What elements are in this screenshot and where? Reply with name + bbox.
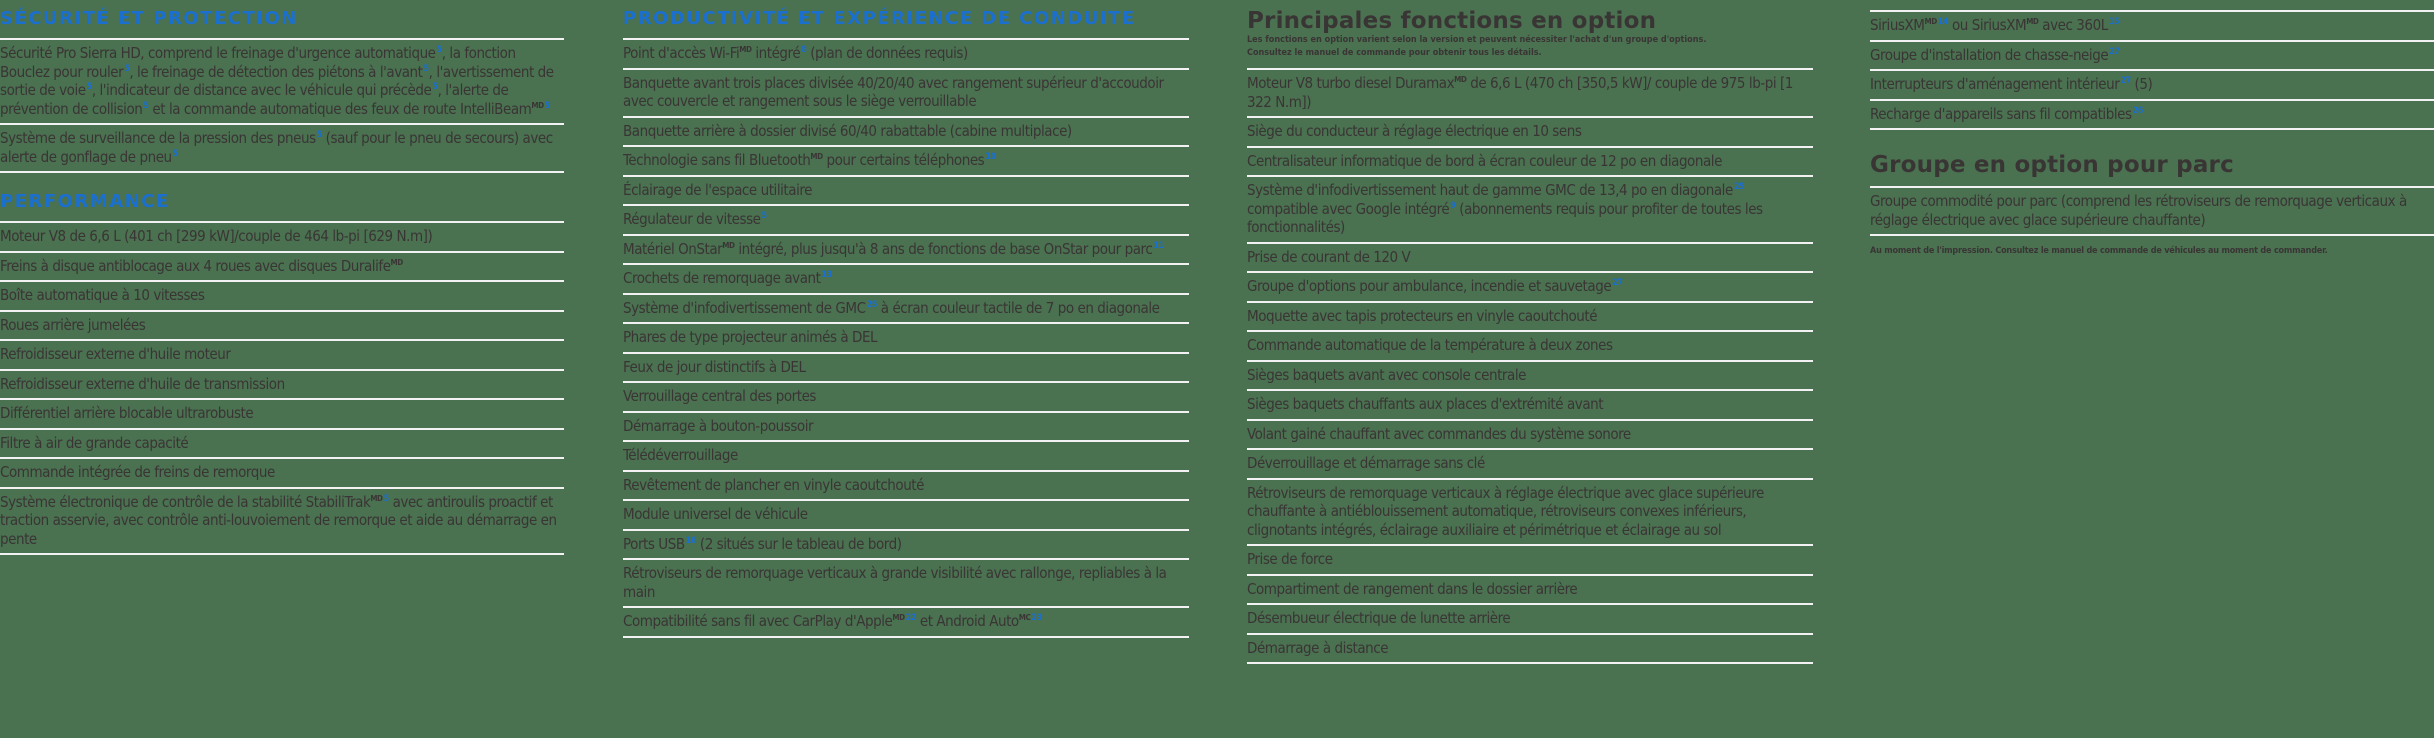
feature-text: Banquette avant trois places divisée 40/20/40 avec rangement supérieur d'accoudoir avec couvercle et rangement sous le siège verrouillable (623, 73, 1164, 110)
feature-item (1247, 546, 1813, 576)
feature-item (1247, 148, 1813, 178)
feature-item (623, 472, 1189, 502)
footnote-ref: 9 (1450, 200, 1456, 211)
feature-text: Roues arrière jumelées (0, 315, 146, 334)
feature-text: Verrouillage central des portes (623, 387, 817, 405)
feature-item (0, 312, 564, 342)
feature-text: Sièges baquets avant avec console centrale (1247, 365, 1526, 384)
footnote-ref: 27 (2109, 46, 2120, 57)
feature-text: Groupe d'options pour ambulance, incendie et sauvetage (1247, 277, 1612, 295)
feature-text: ou SiriusXM (1948, 16, 2027, 34)
footnote-ref: 10 (985, 152, 996, 162)
feature-item (1247, 450, 1813, 480)
feature-item (623, 560, 1189, 608)
feature-item (1870, 101, 2434, 131)
section-title-productivity: PRODUCTIVITÉ ET EXPÉRIENCE DE CONDUITE (623, 0, 1189, 40)
feature-text: et Android Auto (916, 612, 1019, 630)
feature-list (1870, 188, 2434, 236)
feature-item (1247, 244, 1813, 274)
feature-text: (plan de données requis) (806, 44, 968, 62)
footnote-ref: 25 (1733, 182, 1745, 192)
feature-text: compatible avec Google intégré (1247, 199, 1450, 218)
feature-text: Démarrage à bouton-poussoir (623, 416, 814, 435)
options-subtitle (1247, 34, 1813, 70)
feature-item (1247, 391, 1813, 421)
feature-text: avec antiroulis proactif et traction asservie, avec contrôle anti-louvoiement de remorque et aide au démarrage en pente (0, 492, 557, 548)
footnote-ref: 5 (86, 82, 92, 92)
feature-item (623, 501, 1189, 531)
feature-text: , la fonction Bouclez pour rouler (0, 44, 516, 81)
feature-text: intégré (751, 44, 801, 62)
feature-text: SiriusXM (1870, 16, 1925, 34)
feature-text: Prise de force (1247, 550, 1333, 568)
section-title-safety: SÉCURITÉ ET PROTECTION (0, 0, 564, 40)
feature-item (0, 40, 564, 125)
feature-text: Phares de type projecteur animés à DEL (623, 328, 878, 346)
feature-text: Commande automatique de la température à deux zones (1247, 336, 1613, 354)
trademark-mark: MC (1018, 613, 1031, 622)
footnote: Au moment de l'impression. Consultez le manuel de commande de véhicules au moment de commander. (1870, 246, 2328, 256)
column-options (1247, 0, 1813, 664)
feature-text: (5) (2130, 75, 2153, 93)
feature-item (623, 413, 1189, 443)
feature-text: Refroidisseur externe d'huile moteur (0, 345, 231, 363)
feature-list (1870, 12, 2434, 130)
feature-text: et la commande automatique des feux de route IntelliBeam (148, 99, 532, 118)
feature-text: Ports USB (623, 534, 685, 553)
feature-text: Banquette arrière à dossier divisé 60/40 rabattable (cabine multiplace) (623, 121, 1072, 140)
feature-item (1247, 635, 1813, 665)
feature-text: Boîte automatique à 10 vitesses (0, 286, 205, 304)
footnote-ref: 26 (2132, 105, 2143, 116)
feature-text: Point d'accès Wi-Fi (623, 44, 740, 62)
column-productivity (623, 0, 1189, 638)
feature-item (623, 324, 1189, 354)
feature-item (1247, 576, 1813, 606)
feature-item (623, 608, 1189, 638)
feature-text: avec 360L (2038, 16, 2108, 34)
footnote-ref: 5 (383, 493, 389, 504)
feature-item (623, 147, 1189, 177)
feature-text: Système d'infodivertissement de GMC (623, 298, 866, 317)
feature-text: Volant gainé chauffant avec commandes du système sonore (1247, 424, 1631, 443)
footnote-ref: 25 (866, 299, 877, 310)
trademark-mark: MD (531, 100, 544, 110)
feature-text: Siège du conducteur à réglage électrique en 10 sens (1247, 122, 1582, 140)
footnote-ref: 22 (905, 613, 917, 623)
feature-item (623, 442, 1189, 472)
trademark-mark: MD (1454, 75, 1467, 84)
feature-item (1247, 605, 1813, 635)
feature-item (0, 125, 564, 173)
feature-text: Freins à disque antiblocage aux 4 roues avec disques Duralife (0, 256, 391, 275)
feature-text: , le freinage de détection des piétons à l'avant (129, 62, 423, 81)
trademark-mark: MD (370, 493, 383, 503)
feature-item (623, 118, 1189, 148)
feature-text: à écran couleur tactile de 7 po en diagonale (876, 298, 1160, 317)
feature-text: Revêtement de plancher en vinyle caoutchouté (623, 475, 925, 494)
footnote-ref: 5 (432, 82, 438, 92)
options-subtitle-line-1: Les fonctions en option varient selon la version et peuvent nécessiter l'achat d'un groupe d'options. (1247, 35, 1707, 45)
footnote-ref: 5 (423, 63, 429, 74)
feature-list (0, 223, 564, 555)
feature-text: Compartiment de rangement dans le dossier arrière (1247, 579, 1578, 598)
feature-text: , l'indicateur de distance avec le véhicule qui précède (91, 81, 432, 99)
feature-text: Filtre à air de grande capacité (0, 433, 189, 452)
options-subtitle-line-2: Consultez le manuel de commande pour obtenir tous les détails. (1247, 48, 1542, 58)
feature-text: Prise de courant de 120 V (1247, 247, 1411, 266)
feature-item (1247, 303, 1813, 333)
feature-text: Système de surveillance de la pression des pneus (0, 129, 316, 147)
feature-text: Démarrage à distance (1247, 638, 1389, 657)
feature-text: Refroidisseur externe d'huile de transmission (0, 374, 285, 393)
feature-item (623, 265, 1189, 295)
feature-list (1247, 70, 1813, 664)
feature-item (0, 223, 564, 253)
feature-item (623, 206, 1189, 236)
footnote-ref: 5 (124, 63, 130, 74)
footnote-ref: 27 (1612, 278, 1623, 288)
feature-text: Moteur V8 de 6,6 L (401 ch [299 kW]/couple de 464 lb-pi [629 N.m]) (0, 227, 433, 245)
section-title-fleet: Groupe en option pour parc (1870, 152, 2434, 188)
feature-text: (2 situés sur le tableau de bord) (696, 534, 902, 553)
feature-item (0, 430, 564, 460)
feature-text: (abonnements requis pour profiter de toutes les fonctionnalités) (1247, 199, 1763, 236)
feature-text: pour certains téléphones (822, 151, 985, 169)
feature-text: Module universel de véhicule (623, 505, 808, 523)
trademark-mark: MD (810, 152, 823, 161)
footnote-ref: 5 (544, 100, 550, 111)
feature-item (0, 400, 564, 430)
footnote-ref: 5 (436, 45, 442, 55)
column-options-continued (1870, 0, 2434, 258)
feature-item (623, 177, 1189, 207)
feature-text: Sièges baquets chauffants aux places d'extrémité avant (1247, 395, 1604, 413)
section-title-performance: PERFORMANCE (0, 183, 564, 223)
trademark-mark: MD (722, 240, 735, 250)
footnote-ref: 8 (801, 45, 807, 55)
feature-item (623, 70, 1189, 118)
trademark-mark: MD (892, 613, 905, 622)
feature-item (1870, 42, 2434, 72)
feature-text: Groupe d'installation de chasse-neige (1870, 45, 2109, 64)
feature-item (623, 354, 1189, 384)
feature-item (1247, 273, 1813, 303)
feature-text: Moteur V8 turbo diesel Duramax (1247, 74, 1455, 92)
feature-text: Désembueur électrique de lunette arrière (1247, 609, 1511, 627)
feature-text: Technologie sans fil Bluetooth (623, 151, 811, 169)
feature-text: Déverrouillage et démarrage sans clé (1247, 454, 1485, 472)
feature-text: Télédéverrouillage (623, 446, 738, 464)
feature-text: Rétroviseurs de remorquage verticaux à réglage électrique avec glace supérieure chauffante à antiéblouissement automatique, rétroviseurs convexes inférieurs, clignotants intégrés, éclairage auxiliaire et périmétrique et éclairage au sol (1247, 483, 1764, 539)
feature-text: Sécurité Pro Sierra HD, comprend le freinage d'urgence automatique (0, 44, 436, 62)
footnote-ref: 13 (821, 270, 832, 280)
feature-text: Feux de jour distinctifs à DEL (623, 357, 806, 376)
section-title-options: Principales fonctions en option (1247, 8, 1657, 34)
feature-text: Compatibilité sans fil avec CarPlay d'Apple (623, 612, 893, 630)
feature-item (1247, 118, 1813, 148)
feature-item (623, 295, 1189, 325)
feature-text: Différentiel arrière blocable ultrarobuste (0, 404, 254, 422)
feature-item (1870, 12, 2434, 42)
feature-item (1247, 177, 1813, 244)
footnote-ref: 5 (316, 130, 322, 140)
trademark-mark: MD (390, 257, 403, 267)
footnote-ref: 5 (172, 148, 178, 159)
feature-list (0, 40, 564, 173)
feature-text: Rétroviseurs de remorquage verticaux à grande visibilité avec rallonge, repliables à la main (623, 564, 1167, 601)
column-safety-performance (0, 0, 564, 555)
feature-text: Système électronique de contrôle de la stabilité StabiliTrak (0, 492, 371, 511)
feature-item (623, 383, 1189, 413)
footnote-ref: 16 (685, 535, 697, 546)
top-divider (1870, 0, 2434, 12)
footnote-ref: 5 (143, 100, 149, 111)
trademark-mark: MD (1924, 17, 1937, 26)
feature-list (623, 40, 1189, 638)
feature-text: Crochets de remorquage avant (623, 269, 821, 287)
feature-item (1247, 332, 1813, 362)
feature-item (0, 253, 564, 283)
feature-item (0, 282, 564, 312)
feature-item (1870, 188, 2434, 236)
footnote-ref: 11 (1153, 240, 1164, 251)
feature-text: Groupe commodité pour parc (comprend les rétroviseurs de remorquage verticaux à réglage électrique avec glace supérieure chauffante) (1870, 192, 2407, 229)
footnote-ref: 15 (2108, 17, 2120, 27)
feature-text: Système d'infodivertissement haut de gamme GMC de 13,4 po en diagonale (1247, 181, 1733, 199)
feature-text: Régulateur de vitesse (623, 210, 761, 228)
feature-item (0, 489, 564, 556)
feature-text: Moquette avec tapis protecteurs en vinyle caoutchouté (1247, 306, 1598, 325)
feature-item (0, 341, 564, 371)
feature-text: Matériel OnStar (623, 239, 723, 258)
feature-item (1247, 70, 1813, 118)
feature-item (1870, 71, 2434, 101)
feature-item (623, 236, 1189, 266)
footnote-ref: 23 (1031, 613, 1042, 623)
footnote-ref: 5 (761, 211, 767, 221)
feature-item (623, 40, 1189, 70)
feature-text: Interrupteurs d'aménagement intérieur (1870, 75, 2120, 93)
feature-text: Recharge d'appareils sans fil compatibles (1870, 104, 2132, 123)
feature-item (1247, 421, 1813, 451)
feature-item (1247, 480, 1813, 547)
feature-item (1247, 362, 1813, 392)
feature-item (0, 459, 564, 489)
trademark-mark: MD (739, 45, 752, 54)
feature-text: , l'alerte de prévention de collision (0, 81, 509, 118)
feature-text: , l'avertissement de sortie de voie (0, 62, 554, 99)
feature-text: de 6,6 L (470 ch [350,5 kW]/ couple de 975 lb-pi [1 322 N.m]) (1247, 74, 1793, 111)
feature-text: Centralisateur informatique de bord à écran couleur de 12 po en diagonale (1247, 151, 1722, 170)
feature-text: intégré, plus jusqu'à 8 ans de fonctions de base OnStar pour parc (734, 239, 1153, 258)
feature-text: Commande intégrée de freins de remorque (0, 463, 275, 481)
trademark-mark: MD (2026, 17, 2039, 26)
footnote-ref: 27 (2120, 76, 2131, 86)
feature-text: (sauf pour le pneu de secours) avec alerte de gonflage de pneu (0, 129, 553, 166)
feature-text: Éclairage de l'espace utilitaire (623, 180, 813, 199)
feature-item (623, 531, 1189, 561)
feature-item (0, 371, 564, 401)
footnote-ref: 14 (1937, 17, 1949, 27)
